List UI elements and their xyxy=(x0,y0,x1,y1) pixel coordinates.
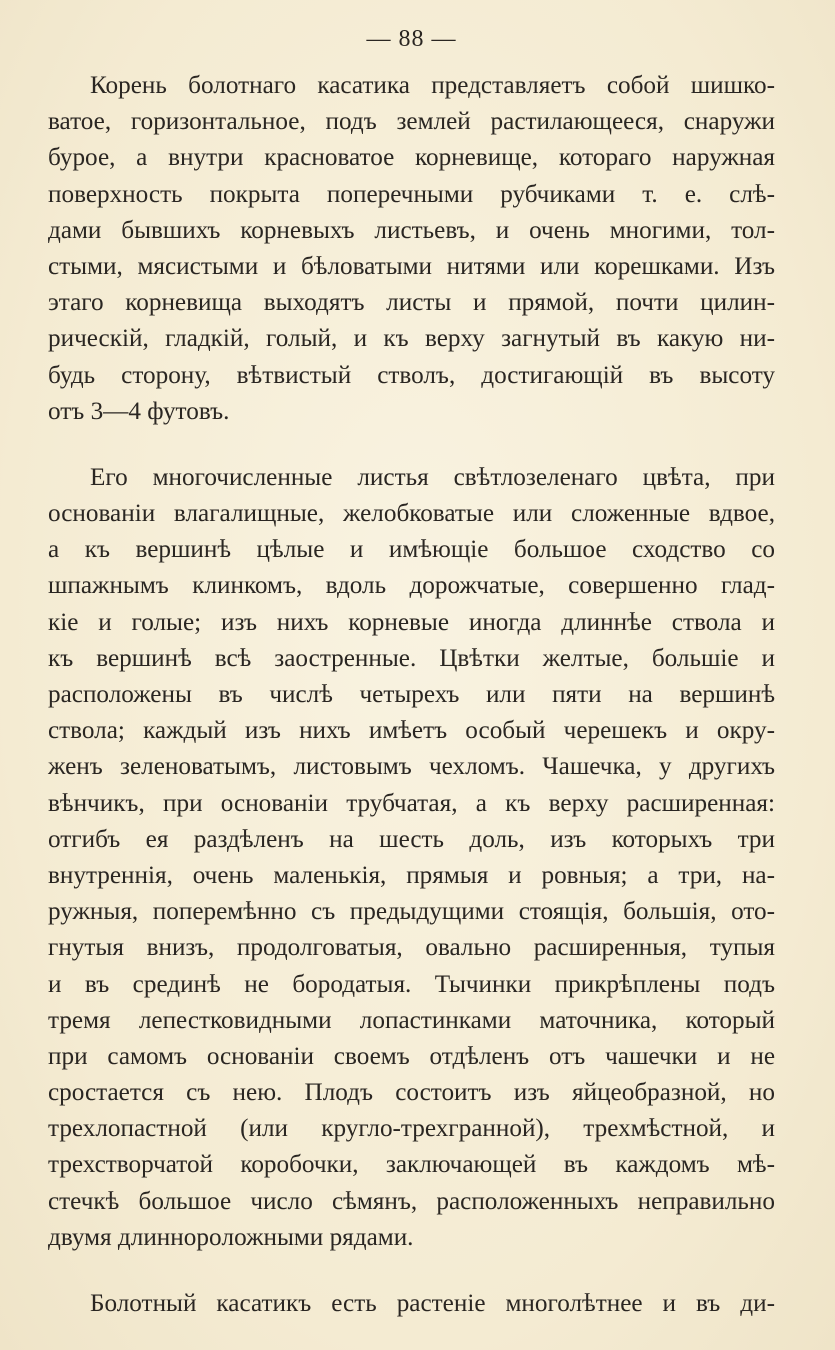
text-line: дами бывшихъ корневыхъ листьевъ, и очень многими, тол- xyxy=(48,216,775,244)
text-line: поверхность покрыта поперечными рубчиками т. е. слѣ- xyxy=(48,180,775,208)
text-line: расположены въ числѣ четырехъ или пяти на вершинѣ xyxy=(48,681,775,708)
text-line: будь сторону, вѣтвистый стволъ, достигающій въ высоту xyxy=(48,361,775,389)
text-line: вѣнчикъ, при основаніи трубчатая, а къ верху расширенная: xyxy=(48,789,775,817)
text-line: Болотный касатикъ есть растеніе многолѣтнее и въ ди- xyxy=(90,1290,775,1317)
text-line: стечкѣ большое число сѣмянъ, расположенныхъ неправильно xyxy=(48,1187,775,1215)
text-line: ствола; каждый изъ нихъ имѣетъ особый черешекъ и окру- xyxy=(48,717,775,745)
paragraph-2 xyxy=(48,460,775,1256)
text-line: Корень болотнаго касатика представляетъ собой шишко- xyxy=(90,72,775,99)
text-line: а къ вершинѣ цѣлые и имѣющіе большое сходство со xyxy=(48,536,775,564)
text-line: отгибъ ея раздѣленъ на шесть доль, изъ которыхъ три xyxy=(48,825,775,853)
page-number: — 88 — xyxy=(366,26,457,52)
paragraph-3 xyxy=(48,1286,775,1322)
text-line: отъ 3—4 футовъ. xyxy=(48,397,230,425)
text-line: основаніи влагалищные, желобковатые или сложенные вдвое, xyxy=(48,500,775,528)
text-line: бурое, а внутри красноватое корневище, котораго наружная xyxy=(48,144,775,172)
text-line: гнутыя внизъ, продолговатыя, овально расширенныя, тупыя xyxy=(48,934,775,962)
text-line: стыми, мясистыми и бѣловатыми нитями или корешками. Изъ xyxy=(48,252,775,280)
text-line: и въ срединѣ не бородатыя. Тычинки прикрѣплены подъ xyxy=(48,970,775,998)
text-line: рическій, гладкій, голый, и къ верху загнутый въ какую ни- xyxy=(48,325,775,353)
text-line: тремя лепестковидными лопастинками маточника, который xyxy=(48,1006,775,1034)
text-line: ватое, горизонтальное, подъ землей растилающееся, снаружи xyxy=(48,108,775,136)
text-line: Его многочисленные листья свѣтлозеленаго цвѣта, при xyxy=(90,463,775,491)
text-line: трехлопастной (или кругло-трехгранной), трехмѣстной, и xyxy=(48,1115,775,1143)
text-line: трехстворчатой коробочки, заключающей въ каждомъ мѣ- xyxy=(48,1151,775,1179)
text-line: ружныя, поперемѣнно съ предыдущими стоящія, большія, ото- xyxy=(48,898,775,926)
text-line: къ вершинѣ всѣ заостренные. Цвѣтки желтые, большіе и xyxy=(48,644,775,672)
text-line: этаго корневища выходятъ листы и прямой, почти цилин- xyxy=(48,289,775,317)
text-line: женъ зеленоватымъ, листовымъ чехломъ. Чашечка, у другихъ xyxy=(48,753,775,781)
text-line: двумя длиннopoложными рядами. xyxy=(48,1223,414,1251)
text-line: сростается съ нею. Плодъ состоитъ изъ яйцеобразной, но xyxy=(48,1079,775,1107)
paragraph-1 xyxy=(48,68,775,430)
text-line: внутреннія, очень маленькія, прямыя и ровныя; а три, на- xyxy=(48,861,775,889)
text-line: кіе и голые; изъ нихъ корневые иногда длиннѣе ствола и xyxy=(48,608,775,636)
text-line: шпажнымъ клинкомъ, вдоль дорожчатые, совершенно глад- xyxy=(48,572,775,600)
text-line: при самомъ основаніи своемъ отдѣленъ отъ чашечки и не xyxy=(48,1042,775,1070)
